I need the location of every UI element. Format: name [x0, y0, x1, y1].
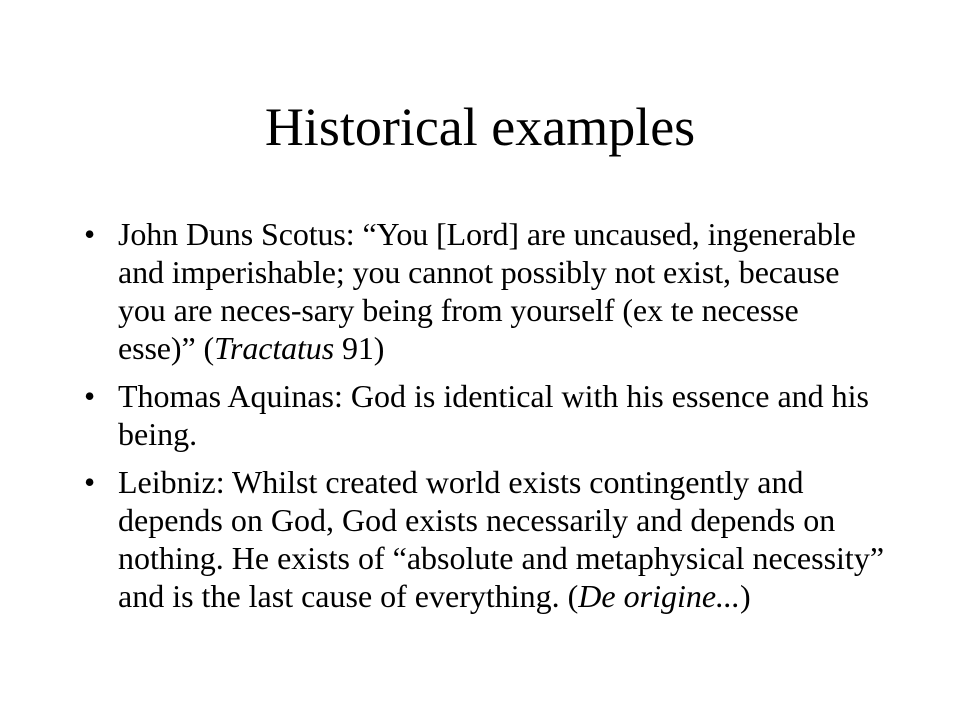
bullet-list	[84, 215, 884, 625]
bullet-text-segment: John Duns Scotus: “You [Lord] are uncaused, ingenerable and imperishable; you cannot possibly not exist, because you are neces-sary being from yourself (ex te necesse esse)” (	[118, 216, 856, 366]
bullet-item	[84, 377, 884, 453]
bullet-item	[84, 215, 884, 367]
bullet-marker: •	[84, 464, 96, 500]
bullet-marker: •	[84, 216, 96, 252]
bullet-marker: •	[84, 378, 96, 414]
slide-title: Historical examples	[264, 97, 696, 157]
bullet-text	[118, 377, 884, 453]
bullet-text-italic-title: De origine...	[578, 578, 741, 614]
bullet-text	[118, 463, 884, 615]
bullet-text-segment: Leibniz: Whilst created world exists contingently and depends on God, God exists necessarily and depends on nothing. He exists of “absolute and metaphysical necessity” and is the last cause of everything. (	[118, 464, 885, 614]
bullet-text-segment: Thomas Aquinas: God is identical with his essence and his being.	[118, 378, 869, 452]
bullet-text-segment: )	[740, 578, 751, 614]
bullet-text-italic-title: Tractatus	[214, 330, 335, 366]
bullet-text-segment: 91)	[334, 330, 385, 366]
bullet-text	[118, 215, 884, 367]
bullet-item	[84, 463, 884, 615]
